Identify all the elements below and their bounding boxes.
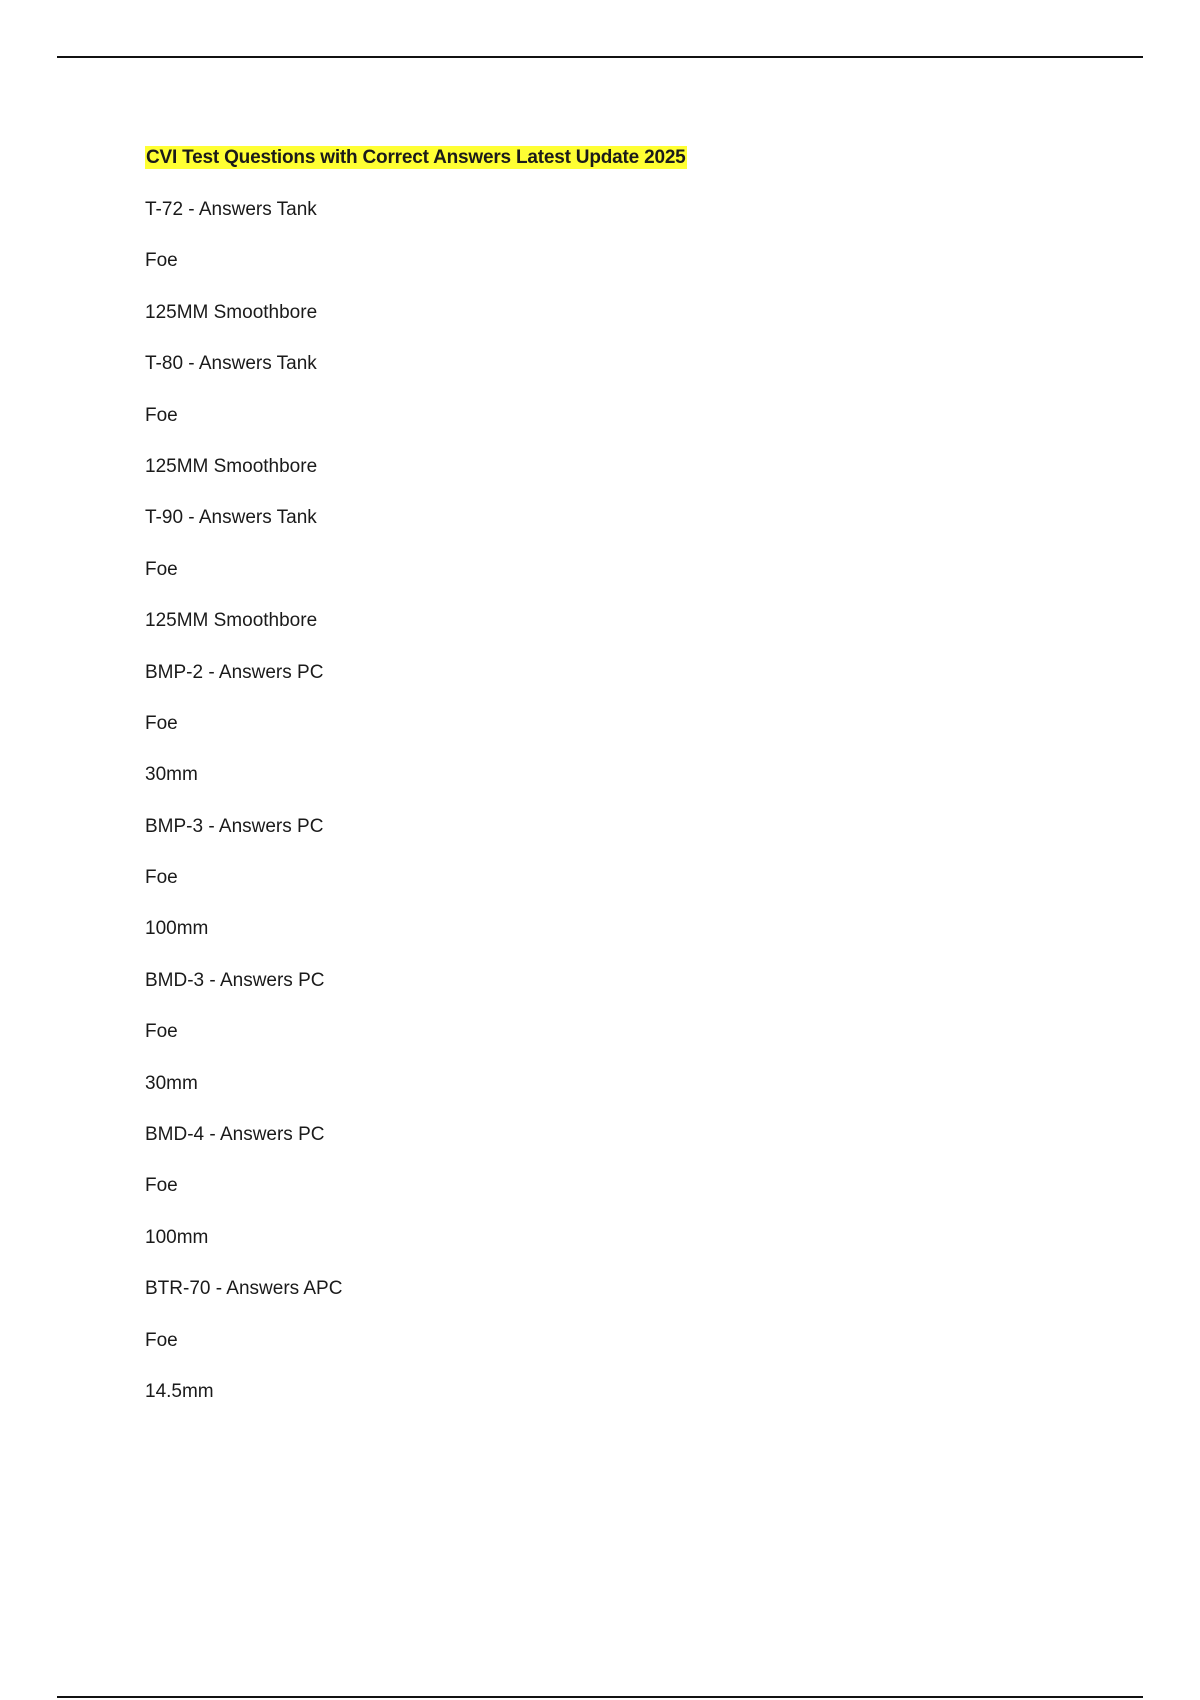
body-line: BMD-3 - Answers PC <box>145 969 325 991</box>
body-line: Foe <box>145 404 178 426</box>
body-line: 125MM Smoothbore <box>145 610 318 632</box>
body-line: BMD-4 - Answers PC <box>145 1124 325 1146</box>
header-rule <box>57 56 1143 58</box>
body-line: 30mm <box>145 1072 198 1094</box>
body-line: T-72 - Answers Tank <box>145 199 317 220</box>
body-line: BMP-3 - Answers PC <box>145 815 324 837</box>
body-line: 125MM Smoothbore <box>145 301 318 323</box>
body-line: Foe <box>145 558 178 580</box>
footer-rule <box>57 1696 1143 1698</box>
body-line: T-80 - Answers Tank <box>145 353 317 375</box>
body-line: Foe <box>145 1021 178 1043</box>
document-title-text: CVI Test Questions with Correct Answers Latest Update 2025 <box>146 147 686 168</box>
body-line: Foe <box>145 1329 178 1351</box>
body-line: BMP-2 - Answers PC <box>145 661 324 683</box>
body-line: BTR-70 - Answers APC <box>145 1278 343 1300</box>
body-line: 100mm <box>145 918 209 940</box>
body-line: T-90 - Answers Tank <box>145 507 317 529</box>
document-title <box>145 145 687 171</box>
body-line: 30mm <box>145 764 198 786</box>
body-line: Foe <box>145 712 178 734</box>
document-body <box>145 197 342 1430</box>
body-line: Foe <box>145 250 178 272</box>
body-line: 100mm <box>145 1226 209 1248</box>
body-line: Foe <box>145 1175 178 1197</box>
body-line: 14.5mm <box>145 1380 214 1402</box>
body-line: Foe <box>145 867 178 889</box>
body-line: 125MM Smoothbore <box>145 455 318 477</box>
